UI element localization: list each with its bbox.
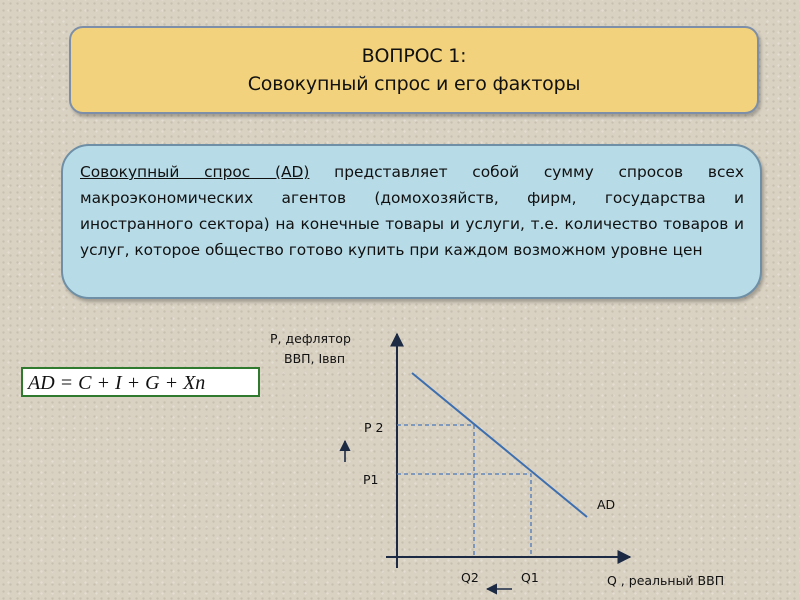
ad-curve-label: AD [597, 497, 616, 512]
x-axis-label: Q , реальный ВВП [607, 573, 725, 588]
p1-guide [397, 474, 531, 557]
formula-box: AD = C + I + G + Xn [21, 367, 260, 397]
p1-label: P1 [363, 472, 379, 487]
ad-curve [412, 373, 587, 517]
q1-label: Q1 [521, 570, 539, 585]
y-axis-label-line-1: P, дефлятор [270, 331, 351, 346]
p2-label: P 2 [364, 420, 384, 435]
title-line-2: Совокупный спрос и его факторы [247, 73, 581, 95]
q2-label: Q2 [461, 570, 479, 585]
p2-guide [397, 425, 474, 557]
title-line-1: ВОПРОС 1: [361, 45, 467, 67]
definition-text: представляет собой сумму спросов всех макроэкономических агентов (домохозяйств, фирм, государства и иностранного сектора) на конечные товары и услуги, т.е. количество товаров и услуг, которое общество готово купить при каждом возможном уровне цен [80, 163, 744, 259]
definition-term: Совокупный спрос (AD) [80, 163, 310, 181]
y-axis-label-line-2: ВВП, Iввп [284, 351, 346, 366]
